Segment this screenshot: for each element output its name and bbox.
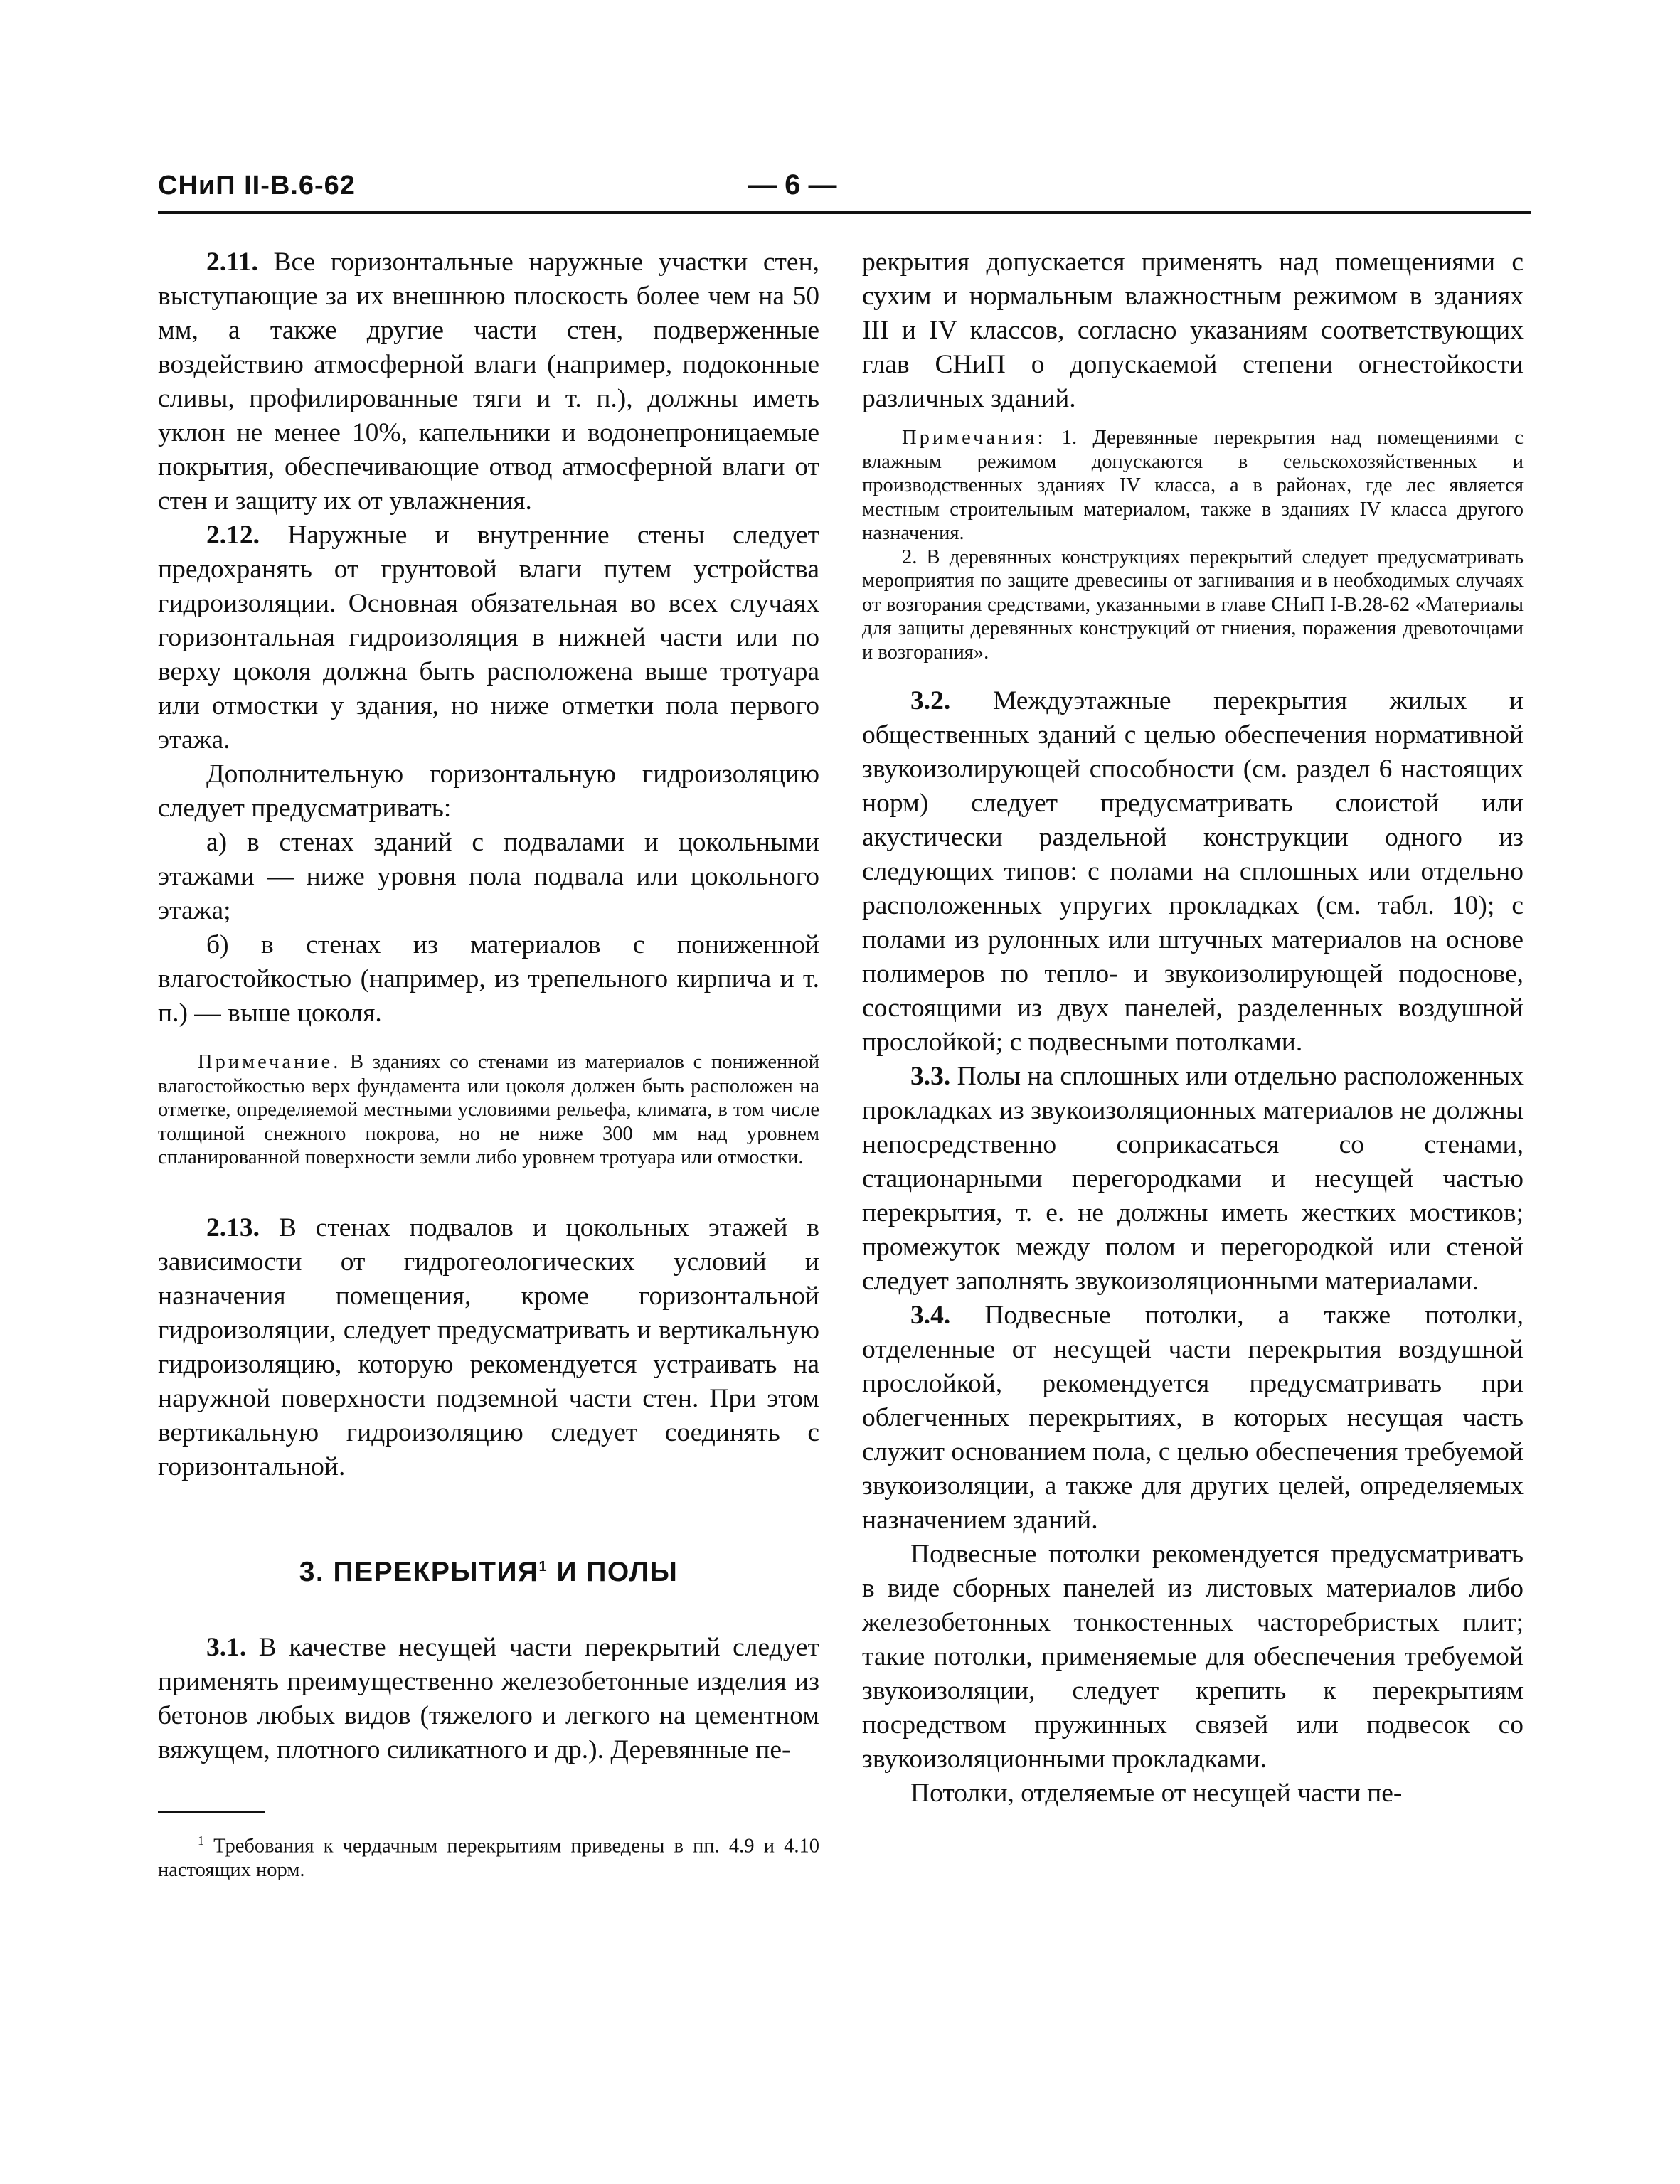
- paragraph-2-12: [158, 518, 819, 757]
- paragraph-text: Наружные и внутренние стены следует предохранять от грунтовой влаги путем устройства гидроизоляции. Основная обязательная во всех случаях горизонтальная гидроизоляция в нижней части или по верху цоколя должна быть расположена выше тротуара или отмостки у здания, но ниже отметки пола первого этажа.: [158, 521, 819, 755]
- paragraph-text: Подвесные потолки, а также потолки, отделенные от несущей части перекрытия воздушной прослойкой, рекомендуется предусматривать при облегченных перекрытиях, в которых несущая часть служит основанием пола, с целью обеспечения требуемой звукоизоляции, а также для других целей, определяемых назначением зданий.: [862, 1301, 1524, 1535]
- note-text: 1. Деревянные перекрытия над помещениями с влажным режимом допускаются в сельскохозяйственных и производственных зданиях IV класса, а в районах, где лес является местным строительным материалом, также в зданиях IV класса другого назначения.: [862, 427, 1524, 544]
- page-number: — 6 —: [748, 169, 837, 201]
- notes-label: Примечания:: [902, 427, 1046, 449]
- paragraph-2-13: [158, 1211, 819, 1484]
- footnote-reference: 1: [538, 1558, 548, 1575]
- paragraph-text: Междуэтажные перекрытия жилых и общественных зданий с целью обеспечения нормативной звукоизолирующей способности (см. раздел 6 настоящих норм) следует предусматривать слоистой или акустически раздельной конструкции одного из следующих типов: с полами на сплошных или отдельно расположенных упругих прокладках (см. табл. 10); с полами из рулонных или штучных материалов на основе полимеров по тепло- и звукоизолирующей подоснове, состоящими из двух панелей, разделенных воздушной прослойкой; с подвесными потолками.: [862, 686, 1524, 1057]
- header-rule: [158, 211, 1531, 214]
- note-2-12: [158, 1050, 819, 1170]
- right-column: [862, 245, 1524, 1811]
- paragraph-number: 3.3.: [910, 1062, 951, 1091]
- paragraph-2-12-extra: Дополнительную горизонтальную гидроизоляцию следует предусматривать:: [158, 760, 819, 823]
- note-2: 2. В деревянных конструкциях перекрытий следует предусматривать мероприятия по защите древесины от загнивания и в необходимых случаях от возгорания средствами, указанными в главе СНиП I-В.28-62 «Материалы для защиты деревянных конструкций от гниения, поражения древоточцами и возгорания».: [862, 545, 1524, 664]
- paragraph-3-1-continued: рекрытия допускается применять над помещениями с сухим и нормальным влажностным режимом в зданиях III и IV классов, согласно указаниям соответствующих глав СНиП о допускаемой степени огнестойкости различных зданий.: [862, 247, 1524, 413]
- paragraph-text: Полы на сплошных или отдельно расположенных прокладках из звукоизоляционных материалов не должны непосредственно соприкасаться со стенами, стационарными перегородками и несущей частью перекрытия, т. е. не должны иметь жестких мостиков; промежуток между полом и перегородкой или стеной следует заполнять звукоизоляционными материалами.: [862, 1062, 1524, 1296]
- paragraph-number: 2.13.: [206, 1213, 260, 1242]
- left-column: [158, 245, 819, 1882]
- document-code: СНиП II-В.6-62: [158, 171, 356, 201]
- note-text: В зданиях со стенами из материалов с пониженной влагостойкостью верх фундамента или цоколя должен быть расположен на отметке, определяемой местными условиями рельефа, климата, в том числе толщиной снежного покрова, но не ниже 300 мм над уровнем спланированной поверхности земли либо уровнем тротуара или отмостки.: [158, 1051, 819, 1168]
- paragraph-number: 3.1.: [206, 1632, 247, 1662]
- paragraph-text: В качестве несущей части перекрытий следует применять преимущественно железобетонные изделия из бетонов любых видов (тяжелого и легкого на цементном вяжущем, плотного силикатного и др.). Деревянные пе-: [158, 1632, 820, 1764]
- page-header: [158, 165, 1531, 208]
- paragraph-2-11: [158, 245, 819, 518]
- footnote-text: Требования к чердачным перекрытиям приведены в пп. 4.9 и 4.10 настоящих норм.: [158, 1835, 819, 1881]
- paragraph-text: Все горизонтальные наружные участки стен, выступающие за их внешнюю плоскость более чем на 50 мм, а также другие части стен, подверженные воздействию атмосферной влаги (например, подоконные сливы, профилированные тяги и т. п.), должны иметь уклон не менее 10%, капельники и водонепроницаемые покрытия, обеспечивающие отвод атмосферной влаги от стен и защиту их от увлажнения.: [158, 247, 820, 516]
- footnote: [158, 1829, 819, 1882]
- footnote-rule: [158, 1811, 265, 1813]
- paragraph-3-1: [158, 1631, 819, 1767]
- paragraph-continuation: Потолки, отделяемые от несущей части пе-: [910, 1779, 1403, 1808]
- paragraph-3-2: [862, 684, 1524, 1060]
- paragraph-text: В стенах подвалов и цокольных этажей в зависимости от гидрогеологических условий и назначения помещения, кроме горизонтальной гидроизоляции, следует предусматривать и вертикальную гидроизоляцию, которую рекомендуется устраивать на наружной поверхности подземной части стен. При этом вертикальную гидроизоляцию следует соединять с горизонтальной.: [158, 1213, 820, 1481]
- note-label: Примечание.: [198, 1051, 341, 1073]
- paragraph-number: 2.12.: [206, 521, 260, 550]
- paragraph-number: 3.2.: [910, 686, 951, 715]
- paragraph-number: 2.11.: [206, 247, 258, 277]
- paragraph-number: 3.4.: [910, 1301, 951, 1330]
- list-item-a: а) в стенах зданий с подвалами и цокольными этажами — ниже уровня пола подвала или цокольного этажа;: [158, 828, 819, 925]
- footnote-mark: 1: [198, 1833, 204, 1848]
- paragraph-3-4: [862, 1299, 1524, 1538]
- paragraph-3-4-extra: Подвесные потолки рекомендуется предусматривать в виде сборных панелей из листовых материалов либо железобетонных тонкостенных часторебристых плит; такие потолки, применяемые для обеспечения требуемой звукоизоляции, следует крепить к перекрытиям посредством пружинных связей или подвесок со звукоизоляционными прокладками.: [862, 1540, 1524, 1774]
- paragraph-3-3: [862, 1060, 1524, 1299]
- note-1: [862, 426, 1524, 545]
- list-item-b: б) в стенах из материалов с пониженной влагостойкостью (например, из трепельного кирпича и т. п.) — выше цоколя.: [158, 930, 819, 1028]
- section-heading: 3. ПЕРЕКРЫТИЯ$^1$ И ПОЛЫ: [299, 1556, 679, 1587]
